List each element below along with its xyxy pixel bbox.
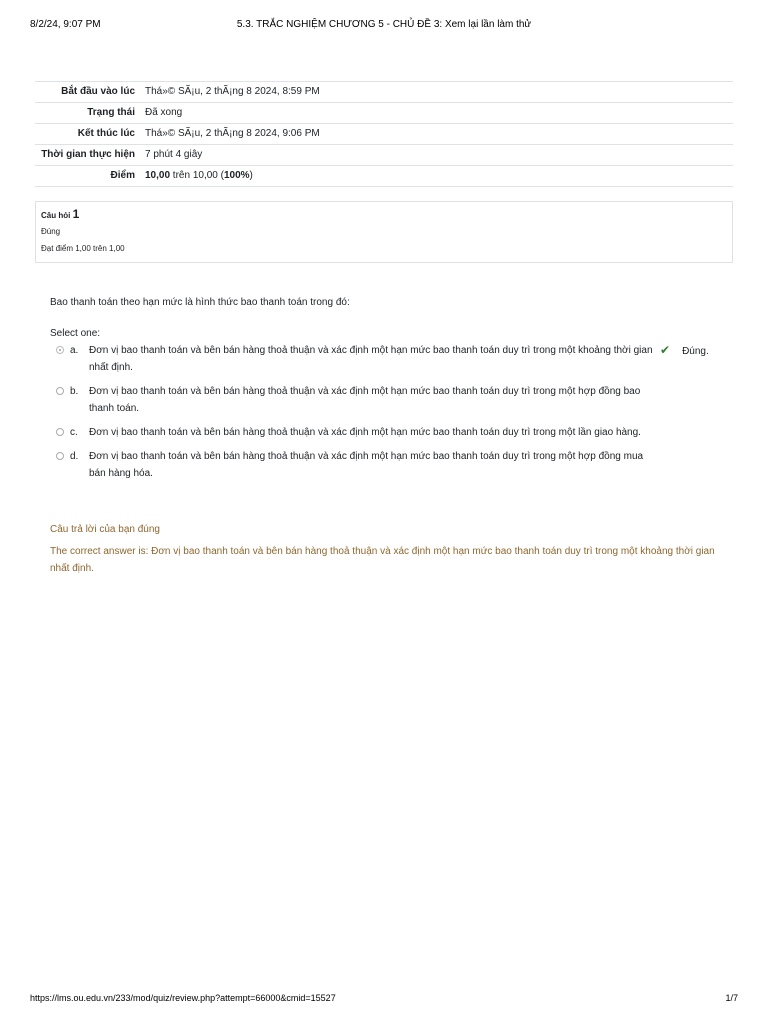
summary-value: 7 phút 4 giây <box>140 145 733 166</box>
summary-label: Kết thúc lúc <box>35 124 140 145</box>
answer-letter: d. <box>70 451 79 462</box>
answer-feedback <box>660 342 709 360</box>
summary-row-time-taken <box>35 145 733 166</box>
summary-row-completed <box>35 124 733 145</box>
summary-row-grade <box>35 166 733 187</box>
print-page-title: 5.3. TRẮC NGHIỆM CHƯƠNG 5 - CHỦ ĐỀ 3: Xem lại lần làm thử <box>236 19 532 30</box>
answer-letter: b. <box>70 386 79 397</box>
question-grade: Đạt điểm 1,00 trên 1,00 <box>41 244 125 253</box>
answer-text: Đơn vị bao thanh toán và bên bán hàng thoả thuận và xác định một hạn mức bao thanh toán duy trì trong một hợp đồng mua bán hàng hóa. <box>89 451 644 479</box>
grade-end: ) <box>249 170 253 181</box>
question-content <box>50 294 720 489</box>
answer-option-d[interactable] <box>50 448 720 482</box>
question-number-label: Câu hỏi <box>41 211 71 220</box>
print-datetime: 8/2/24, 9:07 PM <box>30 19 101 30</box>
question-info-box <box>35 201 733 263</box>
print-footer <box>0 993 768 1007</box>
grade-mid: trên 10,00 ( <box>170 170 224 181</box>
answer-option-a[interactable] <box>50 342 720 376</box>
question-outcome <box>50 521 720 577</box>
attempt-summary-table <box>35 81 733 187</box>
summary-label: Trạng thái <box>35 103 140 124</box>
summary-label: Điểm <box>35 166 140 187</box>
answer-option-c[interactable] <box>50 424 720 441</box>
answer-radio[interactable] <box>56 452 64 460</box>
answer-text: Đơn vị bao thanh toán và bên bán hàng thoả thuận và xác định một hạn mức bao thanh toán duy trì trong một hợp đồng bao thanh toán. <box>89 386 641 414</box>
summary-value: Thá»© SÃ¡u, 2 thÃ¡ng 8 2024, 8:59 PM <box>140 82 733 103</box>
answer-list <box>50 342 720 482</box>
question-text: Bao thanh toán theo hạn mức là hình thức bao thanh toán trong đó: <box>50 297 350 308</box>
answer-option-b[interactable] <box>50 383 720 417</box>
grade-score: 10,00 <box>145 170 171 181</box>
outcome-feedback: Câu trả lời của bạn đúng <box>50 524 160 535</box>
answer-radio[interactable] <box>56 387 64 395</box>
answer-text: Đơn vị bao thanh toán và bên bán hàng thoả thuận và xác định một hạn mức bao thanh toán duy trì trong một lần giao hàng. <box>89 427 641 438</box>
summary-grade-value <box>140 166 733 187</box>
correct-answer-text: The correct answer is: Đơn vị bao thanh toán và bên bán hàng thoả thuận và xác định một hạn mức bao thanh toán duy trì trong một khoảng thời gian nhất định. <box>50 546 715 574</box>
question-number-value: 1 <box>72 207 80 221</box>
answer-text: Đơn vị bao thanh toán và bên bán hàng thoả thuận và xác định một hạn mức bao thanh toán duy trì trong một khoảng thời gian nhất định. <box>89 345 653 373</box>
answer-prompt: Select one: <box>50 328 101 339</box>
summary-value: Thá»© SÃ¡u, 2 thÃ¡ng 8 2024, 9:06 PM <box>140 124 733 145</box>
answer-letter: a. <box>70 345 79 356</box>
grade-percent: 100% <box>223 170 250 181</box>
summary-label: Bắt đầu vào lúc <box>35 82 140 103</box>
answer-radio[interactable] <box>56 346 64 354</box>
answer-letter: c. <box>70 427 78 438</box>
summary-row-started <box>35 82 733 103</box>
summary-value: Đã xong <box>140 103 733 124</box>
question-state: Đúng <box>41 227 61 236</box>
print-url: https://lms.ou.edu.vn/233/mod/quiz/review.php?attempt=66000&cmid=15527 <box>30 993 336 1003</box>
check-icon: ✔ <box>660 343 671 357</box>
summary-label: Thời gian thực hiện <box>35 145 140 166</box>
answer-feedback-text: Đúng. <box>682 346 709 357</box>
answer-radio[interactable] <box>56 428 64 436</box>
question-number <box>41 207 727 221</box>
print-page-number: 1/7 <box>725 993 738 1003</box>
summary-row-state <box>35 103 733 124</box>
print-header <box>0 19 768 33</box>
